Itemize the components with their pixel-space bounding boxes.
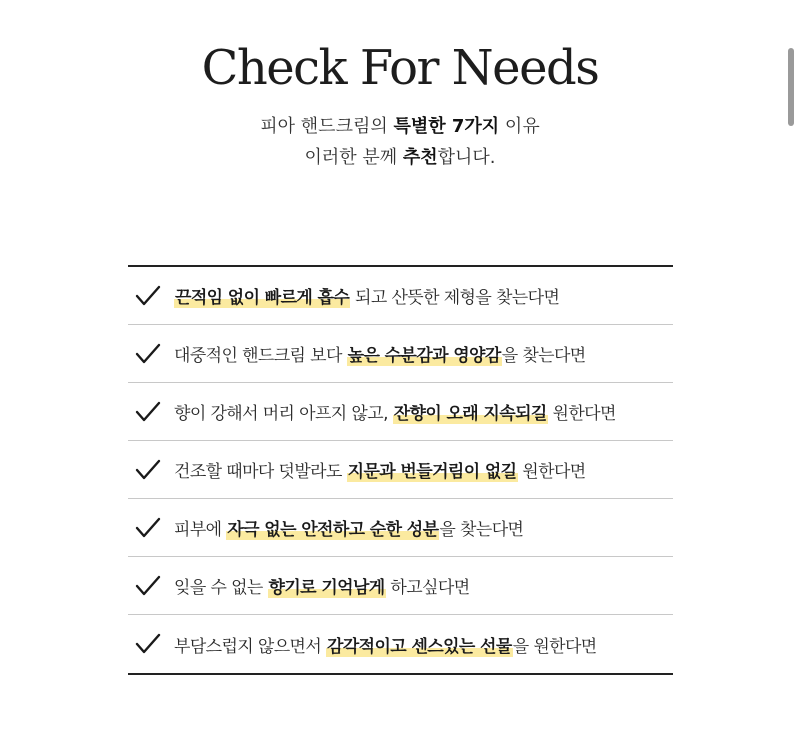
list-item-text <box>174 399 616 424</box>
list-item <box>128 383 673 441</box>
list-item-text <box>174 632 597 657</box>
list-item-post: 을 찾는다면 <box>439 520 524 540</box>
subtitle-line-2-pre: 이러한 분께 <box>304 147 403 168</box>
list-item-text <box>174 457 586 482</box>
subtitle-line-1 <box>0 114 800 140</box>
checkmark-icon <box>135 575 161 597</box>
subtitle-line-1-bold: 특별한 7가지 <box>393 116 500 137</box>
list-item <box>128 557 673 615</box>
list-item-pre: 향이 강해서 머리 아프지 않고, <box>174 404 393 424</box>
list-item-post: 을 원한다면 <box>512 636 597 657</box>
list-item-post: 원한다면 <box>517 462 586 482</box>
subtitle-line-2-post: 합니다. <box>437 147 496 168</box>
list-item-post: 을 찾는다면 <box>501 346 586 366</box>
list-item-pre: 건조할 때마다 덧발라도 <box>174 462 347 482</box>
list-item-highlight: 지문과 번들거림이 없길 <box>347 462 517 482</box>
list-item <box>128 441 673 499</box>
list-item <box>128 267 673 325</box>
page-title: Check For Needs <box>201 40 599 96</box>
list-item-pre: 대중적인 핸드크림 보다 <box>174 346 347 366</box>
checkmark-icon <box>135 343 161 365</box>
subtitle-line-1-post: 이유 <box>499 116 540 137</box>
needs-checklist <box>128 265 673 675</box>
checkmark-icon <box>135 285 161 307</box>
checkmark-icon <box>135 401 161 423</box>
list-item <box>128 325 673 383</box>
checkmark-icon <box>135 459 161 481</box>
list-item-highlight: 자극 없는 안전하고 순한 성분 <box>227 520 439 540</box>
list-item-pre: 피부에 <box>174 520 227 540</box>
list-item-highlight: 높은 수분감과 영양감 <box>347 346 501 366</box>
checkmark-icon <box>135 517 161 539</box>
list-item-post: 원한다면 <box>547 404 616 424</box>
list-item-pre: 부담스럽지 않으면서 <box>174 636 327 657</box>
list-item-text <box>174 515 523 540</box>
list-item-highlight: 잔향이 오래 지속되길 <box>393 404 547 424</box>
list-item-text <box>174 341 586 366</box>
list-item <box>128 499 673 557</box>
list-item-highlight: 끈적임 없이 빠르게 흡수 <box>175 288 350 308</box>
list-item-text <box>174 283 559 308</box>
list-item-highlight: 향기로 기억남게 <box>268 578 385 598</box>
list-item-post: 하고싶다면 <box>385 578 470 598</box>
list-item-post: 되고 산뜻한 제형을 찾는다면 <box>350 288 560 308</box>
list-item-pre: 잊을 수 없는 <box>174 578 268 598</box>
checkmark-icon <box>135 633 161 655</box>
scrollbar[interactable] <box>788 48 794 126</box>
subtitle-line-1-pre: 피아 핸드크림의 <box>260 116 394 137</box>
subtitle-line-2-bold: 추천 <box>402 147 438 168</box>
list-item <box>128 615 673 673</box>
list-item-highlight: 감각적이고 센스있는 선물 <box>327 636 512 657</box>
list-item-text <box>174 573 470 598</box>
subtitle-line-2 <box>0 145 800 171</box>
